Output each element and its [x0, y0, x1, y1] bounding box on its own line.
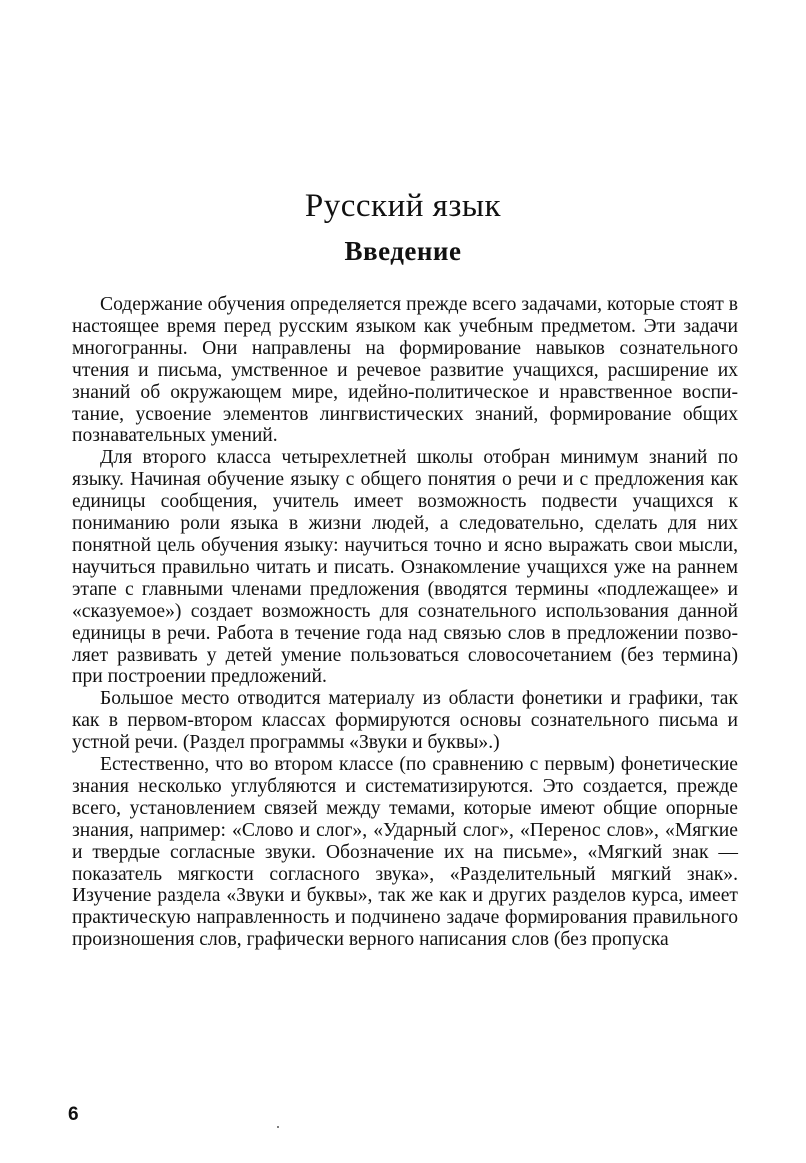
paragraph-2: Для второго класса четырехлетней школы отобран минимум знаний по языку. Начиная обучение языку с общего понятия о речи и с предложения как единицы сообщения, учитель имеет возможность подвести учащихся к пониманию роли языка в жизни людей, а следовательно, сделать для них понятной цель обучения языку: научиться точно и ясно выражать свои мысли, научиться правильно читать и писать. Ознакомление учащихся уже на раннем этапе с главными членами предложения (вводятся термины «подлежащее» и «сказуемое») создает возможность для сознательного использования данной единицы в речи. Работа в течение года над связью слов в предложении позволяет развивать у детей умение пользоваться словосочетанием (без термина) при построении предложений. [72, 447, 738, 688]
paragraph-3: Большое место отводится материалу из области фонетики и графики, так как в первом-втором классах формируются основы сознательного письма и устной речи. (Раздел программы «Звуки и буквы».) [72, 688, 738, 754]
paragraph-4: Естественно, что во втором классе (по сравнению с первым) фонетические знания несколько углубляются и систематизируются. Это создается, прежде всего, установлением связей между темами, которые имеют общие опорные знания, например: «Слово и слог», «Ударный слог», «Перенос слов», «Мягкие и твердые согласные звуки. Обозначение их на письме», «Мягкий знак — показатель мягкости согласного звука», «Разделительный мягкий знак». Изучение раздела «Звуки и буквы», так же как и других разделов курса, имеет практическую направленность и подчинено задаче формирования правильного произношения слов, графически верного написания слов (без пропуска [72, 754, 738, 951]
page-number: 6 [68, 1104, 79, 1125]
print-speck [277, 1126, 279, 1128]
section-heading: Введение [344, 236, 462, 266]
body-text [72, 294, 738, 951]
page-title: Русский язык [304, 188, 502, 224]
paragraph-1: Содержание обучения определяется прежде всего задачами, которые стоят в настоящее время перед русским языком как учебным предметом. Эти задачи многогранны. Они направлены на формирование навыков сознательного чтения и письма, умственное и речевое развитие учащихся, расширение их знаний об окружающем мире, идейно-политическое и нравственное воспитание, усвоение элементов лингвистических знаний, формирование общих познавательных умений. [72, 294, 738, 447]
